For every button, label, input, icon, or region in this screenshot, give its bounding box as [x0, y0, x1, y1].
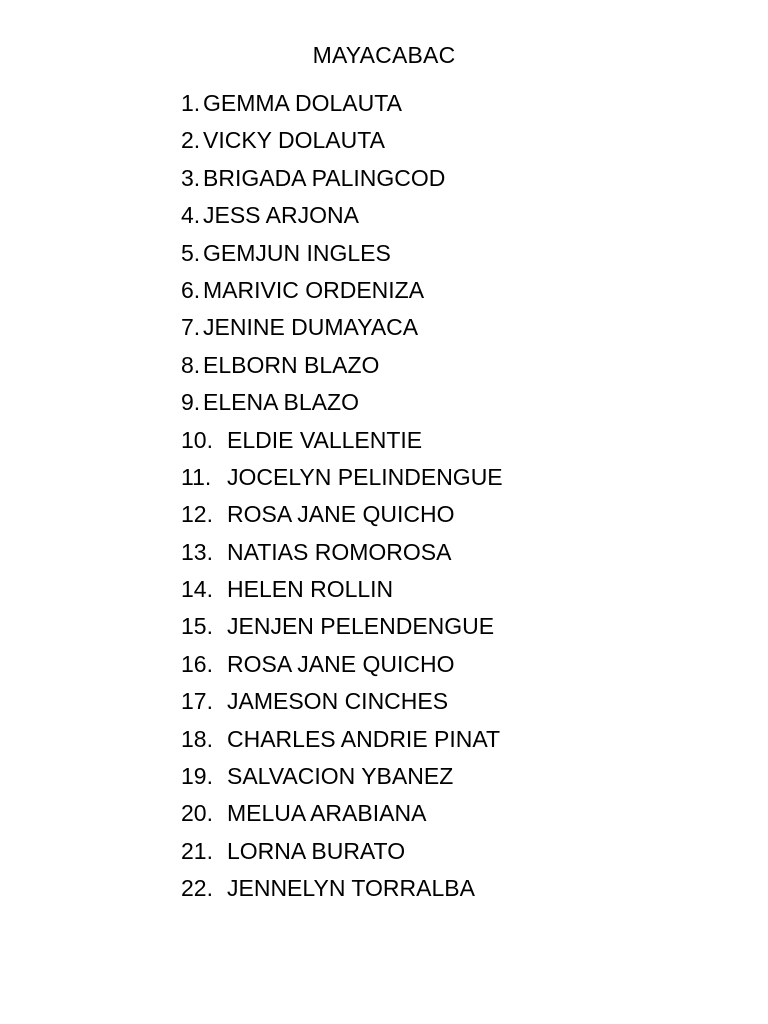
item-number: 18.	[181, 725, 213, 752]
item-name: ROSA JANE QUICHO	[227, 501, 455, 528]
list-item	[181, 238, 503, 275]
item-name: MELUA ARABIANA	[227, 800, 427, 827]
list-item	[181, 574, 503, 611]
item-number: 9.	[181, 389, 201, 416]
item-number: 1.	[181, 90, 201, 116]
item-name: ROSA JANE QUICHO	[227, 650, 455, 677]
item-number: 19.	[181, 763, 213, 790]
item-number: 21.	[181, 837, 213, 864]
list-item	[181, 350, 503, 387]
list-item	[181, 200, 503, 237]
item-number: 4.	[181, 202, 201, 229]
item-name: JENJEN PELENDENGUE	[227, 613, 495, 640]
item-name: VICKY DOLAUTA	[203, 127, 385, 154]
item-number: 12.	[181, 501, 213, 528]
item-name: LORNA BURATO	[227, 837, 406, 864]
item-name: GEMJUN INGLES	[203, 239, 391, 266]
item-name: ELBORN BLAZO	[203, 351, 380, 378]
item-number: 15.	[181, 613, 213, 640]
list-item	[181, 686, 503, 723]
item-name: MARIVIC ORDENIZA	[203, 276, 425, 303]
list-item	[181, 312, 503, 349]
list-item	[181, 836, 503, 873]
list-item	[181, 275, 503, 312]
item-name: ELENA BLAZO	[203, 389, 359, 416]
list-item	[181, 537, 503, 574]
item-name: JENNELYN TORRALBA	[227, 875, 475, 902]
document-title: MAYACABAC	[312, 42, 456, 68]
item-number: 5.	[181, 239, 201, 266]
list-item	[181, 462, 503, 499]
item-name: JENINE DUMAYACA	[203, 314, 419, 341]
item-number: 14.	[181, 576, 213, 603]
list-item	[181, 163, 503, 200]
item-name: SALVACION YBANEZ	[227, 763, 454, 790]
item-name: BRIGADA PALINGCOD	[203, 164, 446, 191]
item-number: 3.	[181, 164, 201, 191]
item-number: 2.	[181, 127, 201, 154]
item-number: 8.	[181, 351, 201, 378]
item-name: ELDIE VALLENTIE	[227, 426, 423, 453]
item-number: 13.	[181, 538, 213, 565]
list-item	[181, 611, 503, 648]
item-number: 16.	[181, 650, 213, 677]
list-item	[181, 387, 503, 424]
item-number: 22.	[181, 875, 213, 902]
list-item	[181, 798, 503, 835]
item-name: NATIAS ROMOROSA	[227, 538, 452, 565]
list-item	[181, 873, 503, 910]
item-number: 10.	[181, 426, 213, 453]
item-number: 11.	[181, 463, 212, 490]
list-item	[181, 724, 503, 761]
item-name: CHARLES ANDRIE PINAT	[227, 725, 501, 752]
item-number: 7.	[181, 314, 201, 341]
list-item	[181, 649, 503, 686]
list-item	[181, 499, 503, 536]
list-item	[181, 425, 503, 462]
item-name: JESS ARJONA	[203, 202, 359, 229]
item-number: 20.	[181, 800, 213, 827]
item-name: HELEN ROLLIN	[227, 576, 394, 603]
list-item	[181, 88, 503, 125]
name-list	[181, 88, 503, 911]
item-name: GEMMA DOLAUTA	[203, 90, 402, 116]
list-item	[181, 761, 503, 798]
item-name: JOCELYN PELINDENGUE	[227, 463, 503, 490]
item-number: 17.	[181, 688, 213, 715]
item-name: JAMESON CINCHES	[227, 688, 449, 715]
item-number: 6.	[181, 276, 201, 303]
list-item	[181, 125, 503, 162]
